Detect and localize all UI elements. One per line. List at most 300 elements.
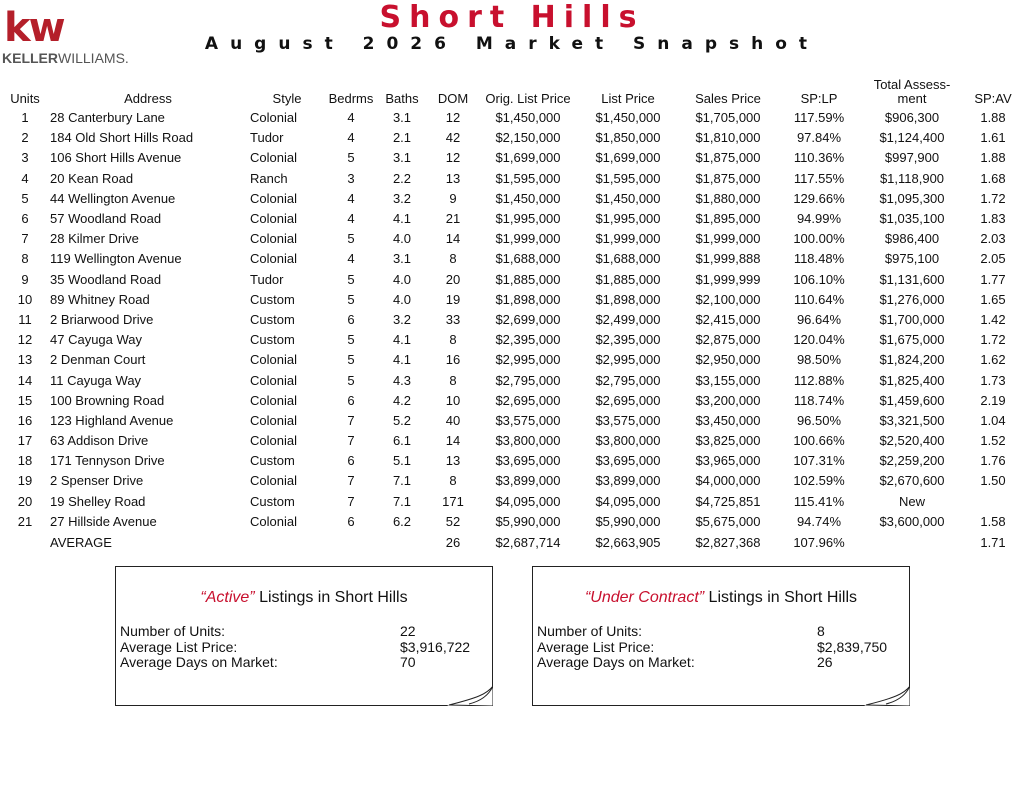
unit-number-cell: 13 xyxy=(17,352,33,368)
column-header: Bedrms xyxy=(328,91,374,106)
column-header: Style xyxy=(272,91,302,106)
baths-cell: 4.1 xyxy=(392,211,412,227)
column-header: Address xyxy=(124,91,172,106)
original-list-price-cell: $3,899,000 xyxy=(495,473,561,489)
table-row xyxy=(2,411,1022,431)
days-on-market-cell: 14 xyxy=(445,231,461,247)
sales-price-cell: $1,999,999 xyxy=(695,271,761,287)
table-row xyxy=(2,471,1022,491)
list-price-cell: $1,595,000 xyxy=(595,170,661,186)
original-list-price-cell: $1,688,000 xyxy=(495,251,561,267)
table-row xyxy=(2,189,1022,209)
table-row xyxy=(2,229,1022,249)
baths-cell: 3.2 xyxy=(392,311,412,327)
average-row xyxy=(2,532,1022,554)
days-on-market-cell: 8 xyxy=(449,473,457,489)
sp-av-ratio-cell: 2.19 xyxy=(980,392,1006,408)
list-price-cell: $4,095,000 xyxy=(595,493,661,509)
card-title-highlight: “Active” xyxy=(200,589,255,606)
bedrooms-cell: 3 xyxy=(347,170,355,186)
sales-price-cell: $2,950,000 xyxy=(695,352,761,368)
unit-number-cell: 12 xyxy=(17,332,33,348)
baths-cell: 2.2 xyxy=(392,170,412,186)
stat-label: Number of Units: xyxy=(120,623,226,639)
total-assessment-cell: $975,100 xyxy=(884,251,940,267)
unit-number-cell: 11 xyxy=(18,311,32,327)
total-assessment-cell: $1,124,400 xyxy=(879,130,945,146)
bedrooms-cell: 5 xyxy=(347,231,355,247)
style-cell: Colonial xyxy=(250,473,297,489)
style-cell: Colonial xyxy=(250,231,297,247)
average-baths-cell xyxy=(376,532,428,554)
address-cell: 123 Highland Avenue xyxy=(50,412,174,428)
sales-price-cell: $1,999,888 xyxy=(695,251,761,267)
sales-price-cell: $1,810,000 xyxy=(695,130,761,146)
sp-lp-ratio-cell: 118.74% xyxy=(793,392,845,408)
address-cell: 47 Cayuga Way xyxy=(50,332,143,348)
column-header: SP:LP xyxy=(800,91,838,106)
sp-av-ratio-cell: 1.73 xyxy=(980,372,1006,388)
column-header: Sales Price xyxy=(695,91,761,106)
page-curl-icon xyxy=(864,686,910,706)
bedrooms-cell: 4 xyxy=(347,110,355,126)
bedrooms-cell: 7 xyxy=(347,412,355,428)
bedrooms-cell: 7 xyxy=(347,493,355,509)
page-title: Short Hills xyxy=(379,0,645,35)
logo-name-bold: KELLER xyxy=(2,50,58,66)
total-assessment-cell: $1,131,600 xyxy=(879,271,945,287)
address-cell: 35 Woodland Road xyxy=(50,271,162,287)
style-cell: Colonial xyxy=(250,513,297,529)
baths-cell: 4.1 xyxy=(392,352,412,368)
total-assessment-cell: $1,276,000 xyxy=(879,291,945,307)
bedrooms-cell: 6 xyxy=(347,513,355,529)
days-on-market-cell: 21 xyxy=(445,211,461,227)
sp-lp-ratio-cell: 110.64% xyxy=(793,291,845,307)
sp-lp-ratio-cell: 98.50% xyxy=(796,352,842,368)
baths-cell: 5.2 xyxy=(392,412,412,428)
baths-cell: 4.3 xyxy=(392,372,412,388)
original-list-price-cell: $2,795,000 xyxy=(495,372,561,388)
column-header: DOM xyxy=(437,91,469,106)
baths-cell: 2.1 xyxy=(392,130,412,146)
unit-number-cell: 20 xyxy=(17,493,33,509)
days-on-market-cell: 40 xyxy=(445,412,461,428)
table-row xyxy=(2,492,1022,512)
sp-lp-ratio-cell: 117.59% xyxy=(793,110,845,126)
table-row xyxy=(2,431,1022,451)
address-cell: 63 Addison Drive xyxy=(50,433,149,449)
unit-number-cell: 3 xyxy=(21,150,29,166)
table-row xyxy=(2,148,1022,168)
sp-lp-ratio-cell: 120.04% xyxy=(793,332,845,348)
unit-number-cell: 7 xyxy=(21,231,29,247)
total-assessment-cell: $1,825,400 xyxy=(879,372,945,388)
original-list-price-cell: $2,995,000 xyxy=(495,352,561,368)
style-cell: Colonial xyxy=(250,352,297,368)
average-bedrooms-cell xyxy=(326,532,376,554)
address-cell: 2 Briarwood Drive xyxy=(50,311,154,327)
sp-av-ratio-cell: 1.04 xyxy=(980,412,1006,428)
original-list-price-cell: $2,150,000 xyxy=(495,130,561,146)
sp-lp-ratio-cell: 117.55% xyxy=(793,170,845,186)
stat-value: $3,916,722 xyxy=(400,639,471,655)
sales-price-cell: $4,725,851 xyxy=(695,493,761,509)
unit-number-cell: 14 xyxy=(17,372,33,388)
original-list-price-cell: $1,450,000 xyxy=(495,190,561,206)
sales-price-cell: $3,200,000 xyxy=(695,392,761,408)
unit-number-cell: 18 xyxy=(17,453,33,469)
card-title-text: Listings in Short Hills xyxy=(704,589,858,606)
column-header: Baths xyxy=(385,91,419,106)
sales-price-cell: $3,825,000 xyxy=(695,433,761,449)
list-price-cell: $2,995,000 xyxy=(595,352,661,368)
logo-name-rest: WILLIAMS. xyxy=(58,50,129,66)
sp-lp-ratio-cell: 94.99% xyxy=(796,211,842,227)
card-title xyxy=(533,589,909,607)
unit-number-cell: 21 xyxy=(17,513,33,529)
bedrooms-cell: 5 xyxy=(347,352,355,368)
original-list-price-cell: $2,699,000 xyxy=(495,311,561,327)
sp-av-ratio-cell: 1.42 xyxy=(980,311,1006,327)
unit-number-cell: 17 xyxy=(17,433,33,449)
list-price-cell: $1,995,000 xyxy=(595,211,661,227)
sp-lp-ratio-cell: 110.36% xyxy=(793,150,845,166)
bedrooms-cell: 4 xyxy=(347,251,355,267)
unit-number-cell: 5 xyxy=(21,190,29,206)
days-on-market-cell: 19 xyxy=(445,291,461,307)
sp-av-ratio-cell: 1.68 xyxy=(980,170,1006,186)
table-row xyxy=(2,270,1022,290)
style-cell: Custom xyxy=(250,332,295,348)
stat-row xyxy=(537,639,899,655)
sp-av-ratio-cell: 1.62 xyxy=(980,352,1006,368)
list-price-cell: $5,990,000 xyxy=(595,513,661,529)
address-cell: 2 Spenser Drive xyxy=(50,473,144,489)
style-cell: Custom xyxy=(250,291,295,307)
unit-number-cell: 8 xyxy=(21,251,29,267)
average-days-on-market-cell: 26 xyxy=(445,534,461,550)
total-assessment-cell: $1,824,200 xyxy=(879,352,945,368)
sp-av-ratio-cell: 1.88 xyxy=(980,110,1006,126)
baths-cell: 6.2 xyxy=(392,513,412,529)
address-cell: 28 Kilmer Drive xyxy=(50,231,139,247)
bedrooms-cell: 5 xyxy=(347,271,355,287)
original-list-price-cell: $1,999,000 xyxy=(495,231,561,247)
original-list-price-cell: $1,898,000 xyxy=(495,291,561,307)
average-sales-price-cell: $2,827,368 xyxy=(695,534,761,550)
address-cell: 100 Browning Road xyxy=(50,392,165,408)
table-header-row xyxy=(2,76,1022,108)
total-assessment-cell: New xyxy=(898,493,925,509)
sales-price-cell: $3,965,000 xyxy=(695,453,761,469)
original-list-price-cell: $3,695,000 xyxy=(495,453,561,469)
days-on-market-cell: 10 xyxy=(445,392,461,408)
bedrooms-cell: 5 xyxy=(347,291,355,307)
list-price-cell: $1,999,000 xyxy=(595,231,661,247)
sales-price-cell: $1,875,000 xyxy=(695,170,761,186)
days-on-market-cell: 33 xyxy=(445,311,461,327)
list-price-cell: $2,695,000 xyxy=(595,392,661,408)
style-cell: Custom xyxy=(250,453,295,469)
list-price-cell: $2,795,000 xyxy=(595,372,661,388)
original-list-price-cell: $1,450,000 xyxy=(495,110,561,126)
original-list-price-cell: $3,575,000 xyxy=(495,412,561,428)
bedrooms-cell: 4 xyxy=(347,130,355,146)
column-header: Orig. List Price xyxy=(485,91,571,106)
sp-lp-ratio-cell: 112.88% xyxy=(793,372,845,388)
sales-price-cell: $4,000,000 xyxy=(695,473,761,489)
baths-cell: 4.1 xyxy=(392,332,412,348)
table-row xyxy=(2,169,1022,189)
active-listings-card xyxy=(115,566,493,706)
average-sp-lp-ratio-cell: 107.96% xyxy=(793,534,845,550)
table-row xyxy=(2,512,1022,532)
bedrooms-cell: 4 xyxy=(347,190,355,206)
sp-av-ratio-cell: 1.72 xyxy=(980,190,1006,206)
baths-cell: 4.0 xyxy=(392,291,412,307)
total-assessment-cell: $906,300 xyxy=(884,110,940,126)
unit-number-cell: 15 xyxy=(17,392,33,408)
table-row xyxy=(2,108,1022,128)
stat-label: Average List Price: xyxy=(120,639,238,655)
style-cell: Colonial xyxy=(250,110,297,126)
stat-value: 22 xyxy=(400,623,416,639)
average-style-cell xyxy=(248,532,326,554)
address-cell: 89 Whitney Road xyxy=(50,291,150,307)
baths-cell: 4.0 xyxy=(392,271,412,287)
total-assessment-cell: $3,321,500 xyxy=(879,412,945,428)
card-title-highlight: “Under Contract” xyxy=(584,589,705,606)
days-on-market-cell: 52 xyxy=(445,513,461,529)
address-cell: 184 Old Short Hills Road xyxy=(50,130,194,146)
sp-lp-ratio-cell: 102.59% xyxy=(793,473,845,489)
unit-number-cell: 6 xyxy=(21,211,29,227)
list-price-cell: $3,695,000 xyxy=(595,453,661,469)
card-title xyxy=(116,589,492,607)
logo-mark: kw xyxy=(4,5,64,51)
list-price-cell: $3,899,000 xyxy=(595,473,661,489)
total-assessment-cell: $1,675,000 xyxy=(879,332,945,348)
days-on-market-cell: 171 xyxy=(442,493,464,509)
unit-number-cell: 9 xyxy=(21,271,29,287)
average-address-cell: AVERAGE xyxy=(50,534,112,550)
days-on-market-cell: 12 xyxy=(445,150,461,166)
stat-value: 8 xyxy=(817,623,825,639)
stat-value: 70 xyxy=(400,654,416,670)
table-row xyxy=(2,451,1022,471)
stat-label: Number of Units: xyxy=(537,623,643,639)
days-on-market-cell: 14 xyxy=(445,433,461,449)
table-row xyxy=(2,249,1022,269)
sp-av-ratio-cell: 1.58 xyxy=(980,513,1006,529)
column-header: SP:AV xyxy=(974,91,1012,106)
baths-cell: 3.1 xyxy=(392,110,412,126)
sp-av-ratio-cell: 1.88 xyxy=(980,150,1006,166)
original-list-price-cell: $1,595,000 xyxy=(495,170,561,186)
address-cell: 106 Short Hills Avenue xyxy=(50,150,182,166)
stat-value: 26 xyxy=(817,654,833,670)
sales-price-cell: $1,880,000 xyxy=(695,190,761,206)
stat-row xyxy=(537,654,899,670)
sp-av-ratio-cell: 1.76 xyxy=(980,453,1006,469)
sp-lp-ratio-cell: 100.66% xyxy=(793,433,845,449)
stat-label: Average Days on Market: xyxy=(120,654,278,670)
sales-price-cell: $3,450,000 xyxy=(695,412,761,428)
sales-price-cell: $2,875,000 xyxy=(695,332,761,348)
address-cell: 2 Denman Court xyxy=(50,352,146,368)
address-cell: 27 Hillside Avenue xyxy=(50,513,157,529)
sp-av-ratio-cell: 1.83 xyxy=(980,211,1006,227)
list-price-cell: $1,450,000 xyxy=(595,110,661,126)
table-row xyxy=(2,310,1022,330)
list-price-cell: $2,499,000 xyxy=(595,311,661,327)
baths-cell: 6.1 xyxy=(392,433,412,449)
unit-number-cell: 16 xyxy=(17,412,33,428)
list-price-cell: $3,575,000 xyxy=(595,412,661,428)
style-cell: Colonial xyxy=(250,433,297,449)
original-list-price-cell: $1,995,000 xyxy=(495,211,561,227)
sp-lp-ratio-cell: 118.48% xyxy=(793,251,845,267)
stat-row xyxy=(537,623,899,639)
days-on-market-cell: 13 xyxy=(445,453,461,469)
address-cell: 119 Wellington Avenue xyxy=(50,251,182,267)
total-assessment-cell: $1,459,600 xyxy=(879,392,945,408)
total-assessment-cell: $1,035,100 xyxy=(879,211,945,227)
sp-lp-ratio-cell: 115.41% xyxy=(793,493,845,509)
address-cell: 57 Woodland Road xyxy=(50,211,162,227)
original-list-price-cell: $1,699,000 xyxy=(495,150,561,166)
bedrooms-cell: 5 xyxy=(347,372,355,388)
sp-av-ratio-cell: 2.05 xyxy=(980,251,1006,267)
days-on-market-cell: 42 xyxy=(445,130,461,146)
unit-number-cell: 1 xyxy=(21,110,29,126)
column-header: List Price xyxy=(601,91,655,106)
original-list-price-cell: $1,885,000 xyxy=(495,271,561,287)
total-assessment-cell: $1,118,900 xyxy=(879,170,945,186)
unit-number-cell: 19 xyxy=(17,473,33,489)
style-cell: Colonial xyxy=(250,251,297,267)
list-price-cell: $1,850,000 xyxy=(595,130,661,146)
sp-av-ratio-cell: 1.50 xyxy=(980,473,1006,489)
total-assessment-cell: $2,520,400 xyxy=(879,433,945,449)
sp-av-ratio-cell: 1.52 xyxy=(980,433,1006,449)
address-cell: 171 Tennyson Drive xyxy=(50,453,165,469)
table-row xyxy=(2,330,1022,350)
days-on-market-cell: 8 xyxy=(449,332,457,348)
baths-cell: 4.2 xyxy=(392,392,412,408)
sp-lp-ratio-cell: 106.10% xyxy=(793,271,845,287)
style-cell: Colonial xyxy=(250,372,297,388)
days-on-market-cell: 8 xyxy=(449,251,457,267)
total-assessment-cell: $2,259,200 xyxy=(879,453,945,469)
address-cell: 44 Wellington Avenue xyxy=(50,190,176,206)
sales-price-cell: $1,875,000 xyxy=(695,150,761,166)
total-assessment-cell: $3,600,000 xyxy=(879,513,945,529)
table-row xyxy=(2,290,1022,310)
style-cell: Colonial xyxy=(250,412,297,428)
sales-price-cell: $1,999,000 xyxy=(695,231,761,247)
total-assessment-cell: $1,095,300 xyxy=(879,190,945,206)
address-cell: 20 Kean Road xyxy=(50,170,134,186)
style-cell: Colonial xyxy=(250,150,297,166)
stat-label: Average Days on Market: xyxy=(537,654,695,670)
style-cell: Colonial xyxy=(250,211,297,227)
sp-av-ratio-cell: 1.77 xyxy=(980,271,1006,287)
style-cell: Custom xyxy=(250,311,295,327)
stat-row xyxy=(120,654,482,670)
style-cell: Colonial xyxy=(250,190,297,206)
total-assessment-cell: $997,900 xyxy=(884,150,940,166)
baths-cell: 5.1 xyxy=(392,453,412,469)
total-assessment-cell: $986,400 xyxy=(884,231,940,247)
table-row xyxy=(2,370,1022,390)
column-header: Total Assess-ment xyxy=(873,77,951,106)
unit-number-cell: 10 xyxy=(17,291,33,307)
bedrooms-cell: 7 xyxy=(347,433,355,449)
days-on-market-cell: 20 xyxy=(445,271,461,287)
bedrooms-cell: 6 xyxy=(347,392,355,408)
list-price-cell: $1,699,000 xyxy=(595,150,661,166)
unit-number-cell: 2 xyxy=(21,130,29,146)
address-cell: 11 Cayuga Way xyxy=(50,372,142,388)
unit-number-cell: 4 xyxy=(21,170,29,186)
baths-cell: 7.1 xyxy=(392,473,412,489)
sp-lp-ratio-cell: 96.64% xyxy=(796,311,842,327)
page-curl-icon xyxy=(447,686,493,706)
sp-lp-ratio-cell: 107.31% xyxy=(793,453,845,469)
card-title-text: Listings in Short Hills xyxy=(254,589,408,606)
average-total-assessment-cell xyxy=(860,532,964,554)
average-original-list-price-cell: $2,687,714 xyxy=(495,534,561,550)
style-cell: Tudor xyxy=(250,271,284,287)
list-price-cell: $2,395,000 xyxy=(595,332,661,348)
sp-av-ratio-cell xyxy=(964,492,1022,512)
sales-price-cell: $2,415,000 xyxy=(695,311,761,327)
sp-lp-ratio-cell: 100.00% xyxy=(793,231,845,247)
average-list-price-cell: $2,663,905 xyxy=(595,534,661,550)
bedrooms-cell: 6 xyxy=(347,453,355,469)
sp-av-ratio-cell: 1.61 xyxy=(980,130,1006,146)
bedrooms-cell: 4 xyxy=(347,211,355,227)
original-list-price-cell: $3,800,000 xyxy=(495,433,561,449)
table-body xyxy=(2,108,1022,554)
sales-price-cell: $5,675,000 xyxy=(695,513,761,529)
address-cell: 28 Canterbury Lane xyxy=(50,110,165,126)
bedrooms-cell: 5 xyxy=(347,150,355,166)
days-on-market-cell: 9 xyxy=(449,190,457,206)
list-price-cell: $1,450,000 xyxy=(595,190,661,206)
original-list-price-cell: $4,095,000 xyxy=(495,493,561,509)
table-row xyxy=(2,350,1022,370)
list-price-cell: $3,800,000 xyxy=(595,433,661,449)
days-on-market-cell: 12 xyxy=(445,110,461,126)
style-cell: Tudor xyxy=(250,130,284,146)
table-row xyxy=(2,209,1022,229)
stat-value: $2,839,750 xyxy=(817,639,888,655)
bedrooms-cell: 7 xyxy=(347,473,355,489)
sp-av-ratio-cell: 1.72 xyxy=(980,332,1006,348)
sales-price-cell: $2,100,000 xyxy=(695,291,761,307)
bedrooms-cell: 5 xyxy=(347,332,355,348)
stat-row xyxy=(120,639,482,655)
address-cell: 19 Shelley Road xyxy=(50,493,146,509)
sp-lp-ratio-cell: 129.66% xyxy=(793,190,845,206)
baths-cell: 3.1 xyxy=(392,251,412,267)
baths-cell: 4.0 xyxy=(392,231,412,247)
baths-cell: 3.1 xyxy=(392,150,412,166)
days-on-market-cell: 8 xyxy=(449,372,457,388)
